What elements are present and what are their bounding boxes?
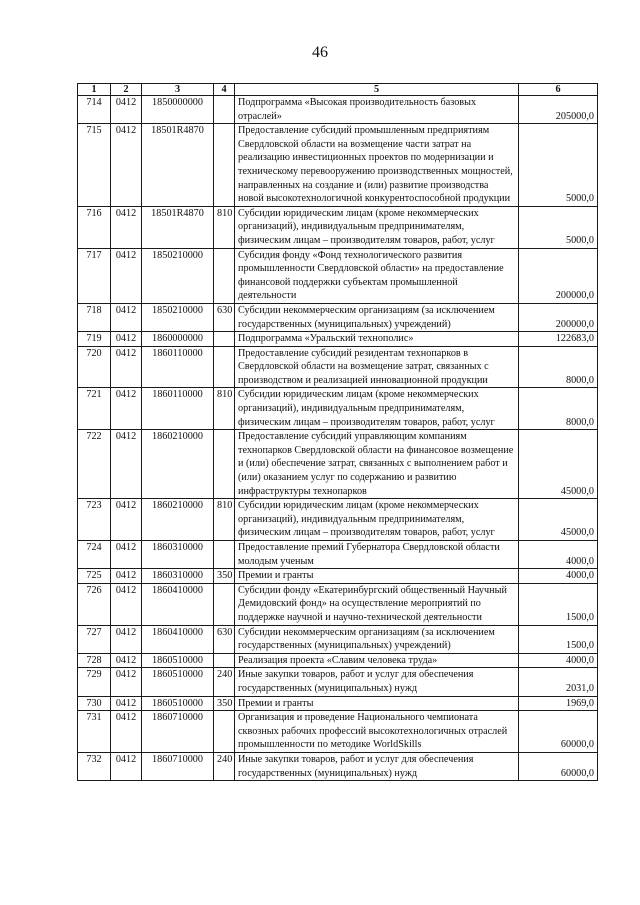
header-col-3: 3 xyxy=(142,84,214,96)
row-number-cell: 725 xyxy=(78,569,111,584)
name-cell: Предоставление субсидий промышленным предприятиям Свердловской области на возмещение части затрат на реализацию инвестиционных проектов по модернизации и техническому перевооружению производственных мощностей, направленных на создание и (или) развитие производства новой высокотехнологичной конкурентоспособной продукции xyxy=(235,124,519,207)
table-header-row xyxy=(78,84,598,96)
amount-cell: 5000,0 xyxy=(519,206,598,248)
target-article-cell: 1860210000 xyxy=(142,430,214,499)
expense-type-cell xyxy=(214,583,235,625)
expense-type-cell xyxy=(214,96,235,124)
row-number-cell: 717 xyxy=(78,248,111,303)
expense-type-cell: 240 xyxy=(214,752,235,780)
table-row xyxy=(78,248,598,303)
expense-type-cell: 630 xyxy=(214,303,235,331)
table-row xyxy=(78,668,598,696)
name-cell: Предоставление премий Губернатора Свердловской области молодым ученым xyxy=(235,541,519,569)
name-cell: Реализация проекта «Славим человека труда» xyxy=(235,653,519,668)
table-row xyxy=(78,206,598,248)
section-code-cell: 0412 xyxy=(111,711,142,753)
section-code-cell: 0412 xyxy=(111,499,142,541)
expense-type-cell: 810 xyxy=(214,206,235,248)
row-number-cell: 724 xyxy=(78,541,111,569)
name-cell: Предоставление субсидий управляющим компаниям технопарков Свердловской области на финансовое возмещение и (или) обеспечение затрат, связанных с выполнением работ и (или) оказанием услуг по содержанию и развитию инфраструктуры технопарков xyxy=(235,430,519,499)
section-code-cell: 0412 xyxy=(111,541,142,569)
amount-cell: 8000,0 xyxy=(519,388,598,430)
target-article-cell: 1850000000 xyxy=(142,96,214,124)
section-code-cell: 0412 xyxy=(111,430,142,499)
table-row xyxy=(78,303,598,331)
row-number-cell: 715 xyxy=(78,124,111,207)
target-article-cell: 1860310000 xyxy=(142,541,214,569)
expense-type-cell: 240 xyxy=(214,668,235,696)
amount-cell: 200000,0 xyxy=(519,303,598,331)
expense-type-cell xyxy=(214,430,235,499)
expense-type-cell: 810 xyxy=(214,388,235,430)
target-article-cell: 1860510000 xyxy=(142,668,214,696)
target-article-cell: 18501R4870 xyxy=(142,206,214,248)
table-row xyxy=(78,711,598,753)
header-col-6: 6 xyxy=(519,84,598,96)
expense-type-cell xyxy=(214,248,235,303)
section-code-cell: 0412 xyxy=(111,752,142,780)
row-number-cell: 714 xyxy=(78,96,111,124)
amount-cell: 60000,0 xyxy=(519,711,598,753)
table-row xyxy=(78,696,598,711)
amount-cell: 1500,0 xyxy=(519,625,598,653)
name-cell: Субсидия фонду «Фонд технологического развития промышленности Свердловской области» на предоставление финансовой поддержки субъектам промышленной деятельности xyxy=(235,248,519,303)
name-cell: Субсидии некоммерческим организациям (за исключением государственных (муниципальных) учреждений) xyxy=(235,625,519,653)
expense-type-cell xyxy=(214,124,235,207)
expense-type-cell: 350 xyxy=(214,696,235,711)
table-row xyxy=(78,96,598,124)
header-col-4: 4 xyxy=(214,84,235,96)
target-article-cell: 1860000000 xyxy=(142,332,214,347)
row-number-cell: 732 xyxy=(78,752,111,780)
section-code-cell: 0412 xyxy=(111,625,142,653)
row-number-cell: 730 xyxy=(78,696,111,711)
name-cell: Организация и проведение Национального чемпионата сквозных рабочих профессий высокотехнологичных отраслей промышленности по методике WorldSkills xyxy=(235,711,519,753)
amount-cell: 1969,0 xyxy=(519,696,598,711)
page-number: 46 xyxy=(312,44,328,61)
name-cell: Иные закупки товаров, работ и услуг для обеспечения государственных (муниципальных) нужд xyxy=(235,668,519,696)
target-article-cell: 1850210000 xyxy=(142,303,214,331)
table-row xyxy=(78,569,598,584)
target-article-cell: 18501R4870 xyxy=(142,124,214,207)
amount-cell: 4000,0 xyxy=(519,569,598,584)
amount-cell: 4000,0 xyxy=(519,541,598,569)
section-code-cell: 0412 xyxy=(111,346,142,388)
name-cell: Субсидии юридическим лицам (кроме некоммерческих организаций), индивидуальным предпринимателям, физическим лицам – производителям товаров, работ, услуг xyxy=(235,206,519,248)
row-number-cell: 716 xyxy=(78,206,111,248)
row-number-cell: 719 xyxy=(78,332,111,347)
expense-type-cell: 350 xyxy=(214,569,235,584)
section-code-cell: 0412 xyxy=(111,96,142,124)
expense-type-cell: 630 xyxy=(214,625,235,653)
target-article-cell: 1860110000 xyxy=(142,388,214,430)
table-row xyxy=(78,388,598,430)
row-number-cell: 722 xyxy=(78,430,111,499)
row-number-cell: 723 xyxy=(78,499,111,541)
row-number-cell: 728 xyxy=(78,653,111,668)
row-number-cell: 731 xyxy=(78,711,111,753)
name-cell: Подпрограмма «Уральский технополис» xyxy=(235,332,519,347)
section-code-cell: 0412 xyxy=(111,332,142,347)
expense-type-cell xyxy=(214,653,235,668)
expense-type-cell xyxy=(214,711,235,753)
section-code-cell: 0412 xyxy=(111,569,142,584)
section-code-cell: 0412 xyxy=(111,248,142,303)
table-row xyxy=(78,653,598,668)
section-code-cell: 0412 xyxy=(111,668,142,696)
name-cell: Субсидии юридическим лицам (кроме некоммерческих организаций), индивидуальным предпринимателям, физическим лицам – производителям товаров, работ, услуг xyxy=(235,388,519,430)
expense-type-cell: 810 xyxy=(214,499,235,541)
amount-cell: 45000,0 xyxy=(519,499,598,541)
target-article-cell: 1850210000 xyxy=(142,248,214,303)
row-number-cell: 729 xyxy=(78,668,111,696)
section-code-cell: 0412 xyxy=(111,653,142,668)
header-col-5: 5 xyxy=(235,84,519,96)
table-row xyxy=(78,752,598,780)
amount-cell: 122683,0 xyxy=(519,332,598,347)
row-number-cell: 721 xyxy=(78,388,111,430)
row-number-cell: 720 xyxy=(78,346,111,388)
target-article-cell: 1860710000 xyxy=(142,752,214,780)
table-row xyxy=(78,430,598,499)
name-cell: Иные закупки товаров, работ и услуг для обеспечения государственных (муниципальных) нужд xyxy=(235,752,519,780)
expense-type-cell xyxy=(214,332,235,347)
table-row xyxy=(78,583,598,625)
section-code-cell: 0412 xyxy=(111,388,142,430)
target-article-cell: 1860710000 xyxy=(142,711,214,753)
target-article-cell: 1860510000 xyxy=(142,696,214,711)
table-row xyxy=(78,625,598,653)
name-cell: Субсидии фонду «Екатеринбургский общественный Научный Демидовский фонд» на осуществление мероприятий по поддержке научной и научно-технической деятельности xyxy=(235,583,519,625)
amount-cell: 5000,0 xyxy=(519,124,598,207)
table-row xyxy=(78,346,598,388)
section-code-cell: 0412 xyxy=(111,583,142,625)
amount-cell: 200000,0 xyxy=(519,248,598,303)
table-row xyxy=(78,541,598,569)
amount-cell: 205000,0 xyxy=(519,96,598,124)
section-code-cell: 0412 xyxy=(111,124,142,207)
header-col-2: 2 xyxy=(111,84,142,96)
name-cell: Подпрограмма «Высокая производительность базовых отраслей» xyxy=(235,96,519,124)
name-cell: Субсидии юридическим лицам (кроме некоммерческих организаций), индивидуальным предпринимателям, физическим лицам – производителям товаров, работ, услуг xyxy=(235,499,519,541)
row-number-cell: 726 xyxy=(78,583,111,625)
target-article-cell: 1860410000 xyxy=(142,625,214,653)
table-row xyxy=(78,332,598,347)
name-cell: Премии и гранты xyxy=(235,569,519,584)
expense-type-cell xyxy=(214,541,235,569)
amount-cell: 8000,0 xyxy=(519,346,598,388)
amount-cell: 45000,0 xyxy=(519,430,598,499)
header-col-1: 1 xyxy=(78,84,111,96)
table-row xyxy=(78,124,598,207)
section-code-cell: 0412 xyxy=(111,696,142,711)
table-row xyxy=(78,499,598,541)
expense-type-cell xyxy=(214,346,235,388)
name-cell: Предоставление субсидий резидентам технопарков в Свердловской области на возмещение затрат, связанных с производством и реализацией инновационной продукции xyxy=(235,346,519,388)
section-code-cell: 0412 xyxy=(111,206,142,248)
name-cell: Субсидии некоммерческим организациям (за исключением государственных (муниципальных) учреждений) xyxy=(235,303,519,331)
target-article-cell: 1860410000 xyxy=(142,583,214,625)
target-article-cell: 1860210000 xyxy=(142,499,214,541)
name-cell: Премии и гранты xyxy=(235,696,519,711)
section-code-cell: 0412 xyxy=(111,303,142,331)
amount-cell: 60000,0 xyxy=(519,752,598,780)
row-number-cell: 727 xyxy=(78,625,111,653)
target-article-cell: 1860510000 xyxy=(142,653,214,668)
amount-cell: 2031,0 xyxy=(519,668,598,696)
target-article-cell: 1860310000 xyxy=(142,569,214,584)
target-article-cell: 1860110000 xyxy=(142,346,214,388)
amount-cell: 1500,0 xyxy=(519,583,598,625)
row-number-cell: 718 xyxy=(78,303,111,331)
amount-cell: 4000,0 xyxy=(519,653,598,668)
budget-table xyxy=(77,83,598,781)
